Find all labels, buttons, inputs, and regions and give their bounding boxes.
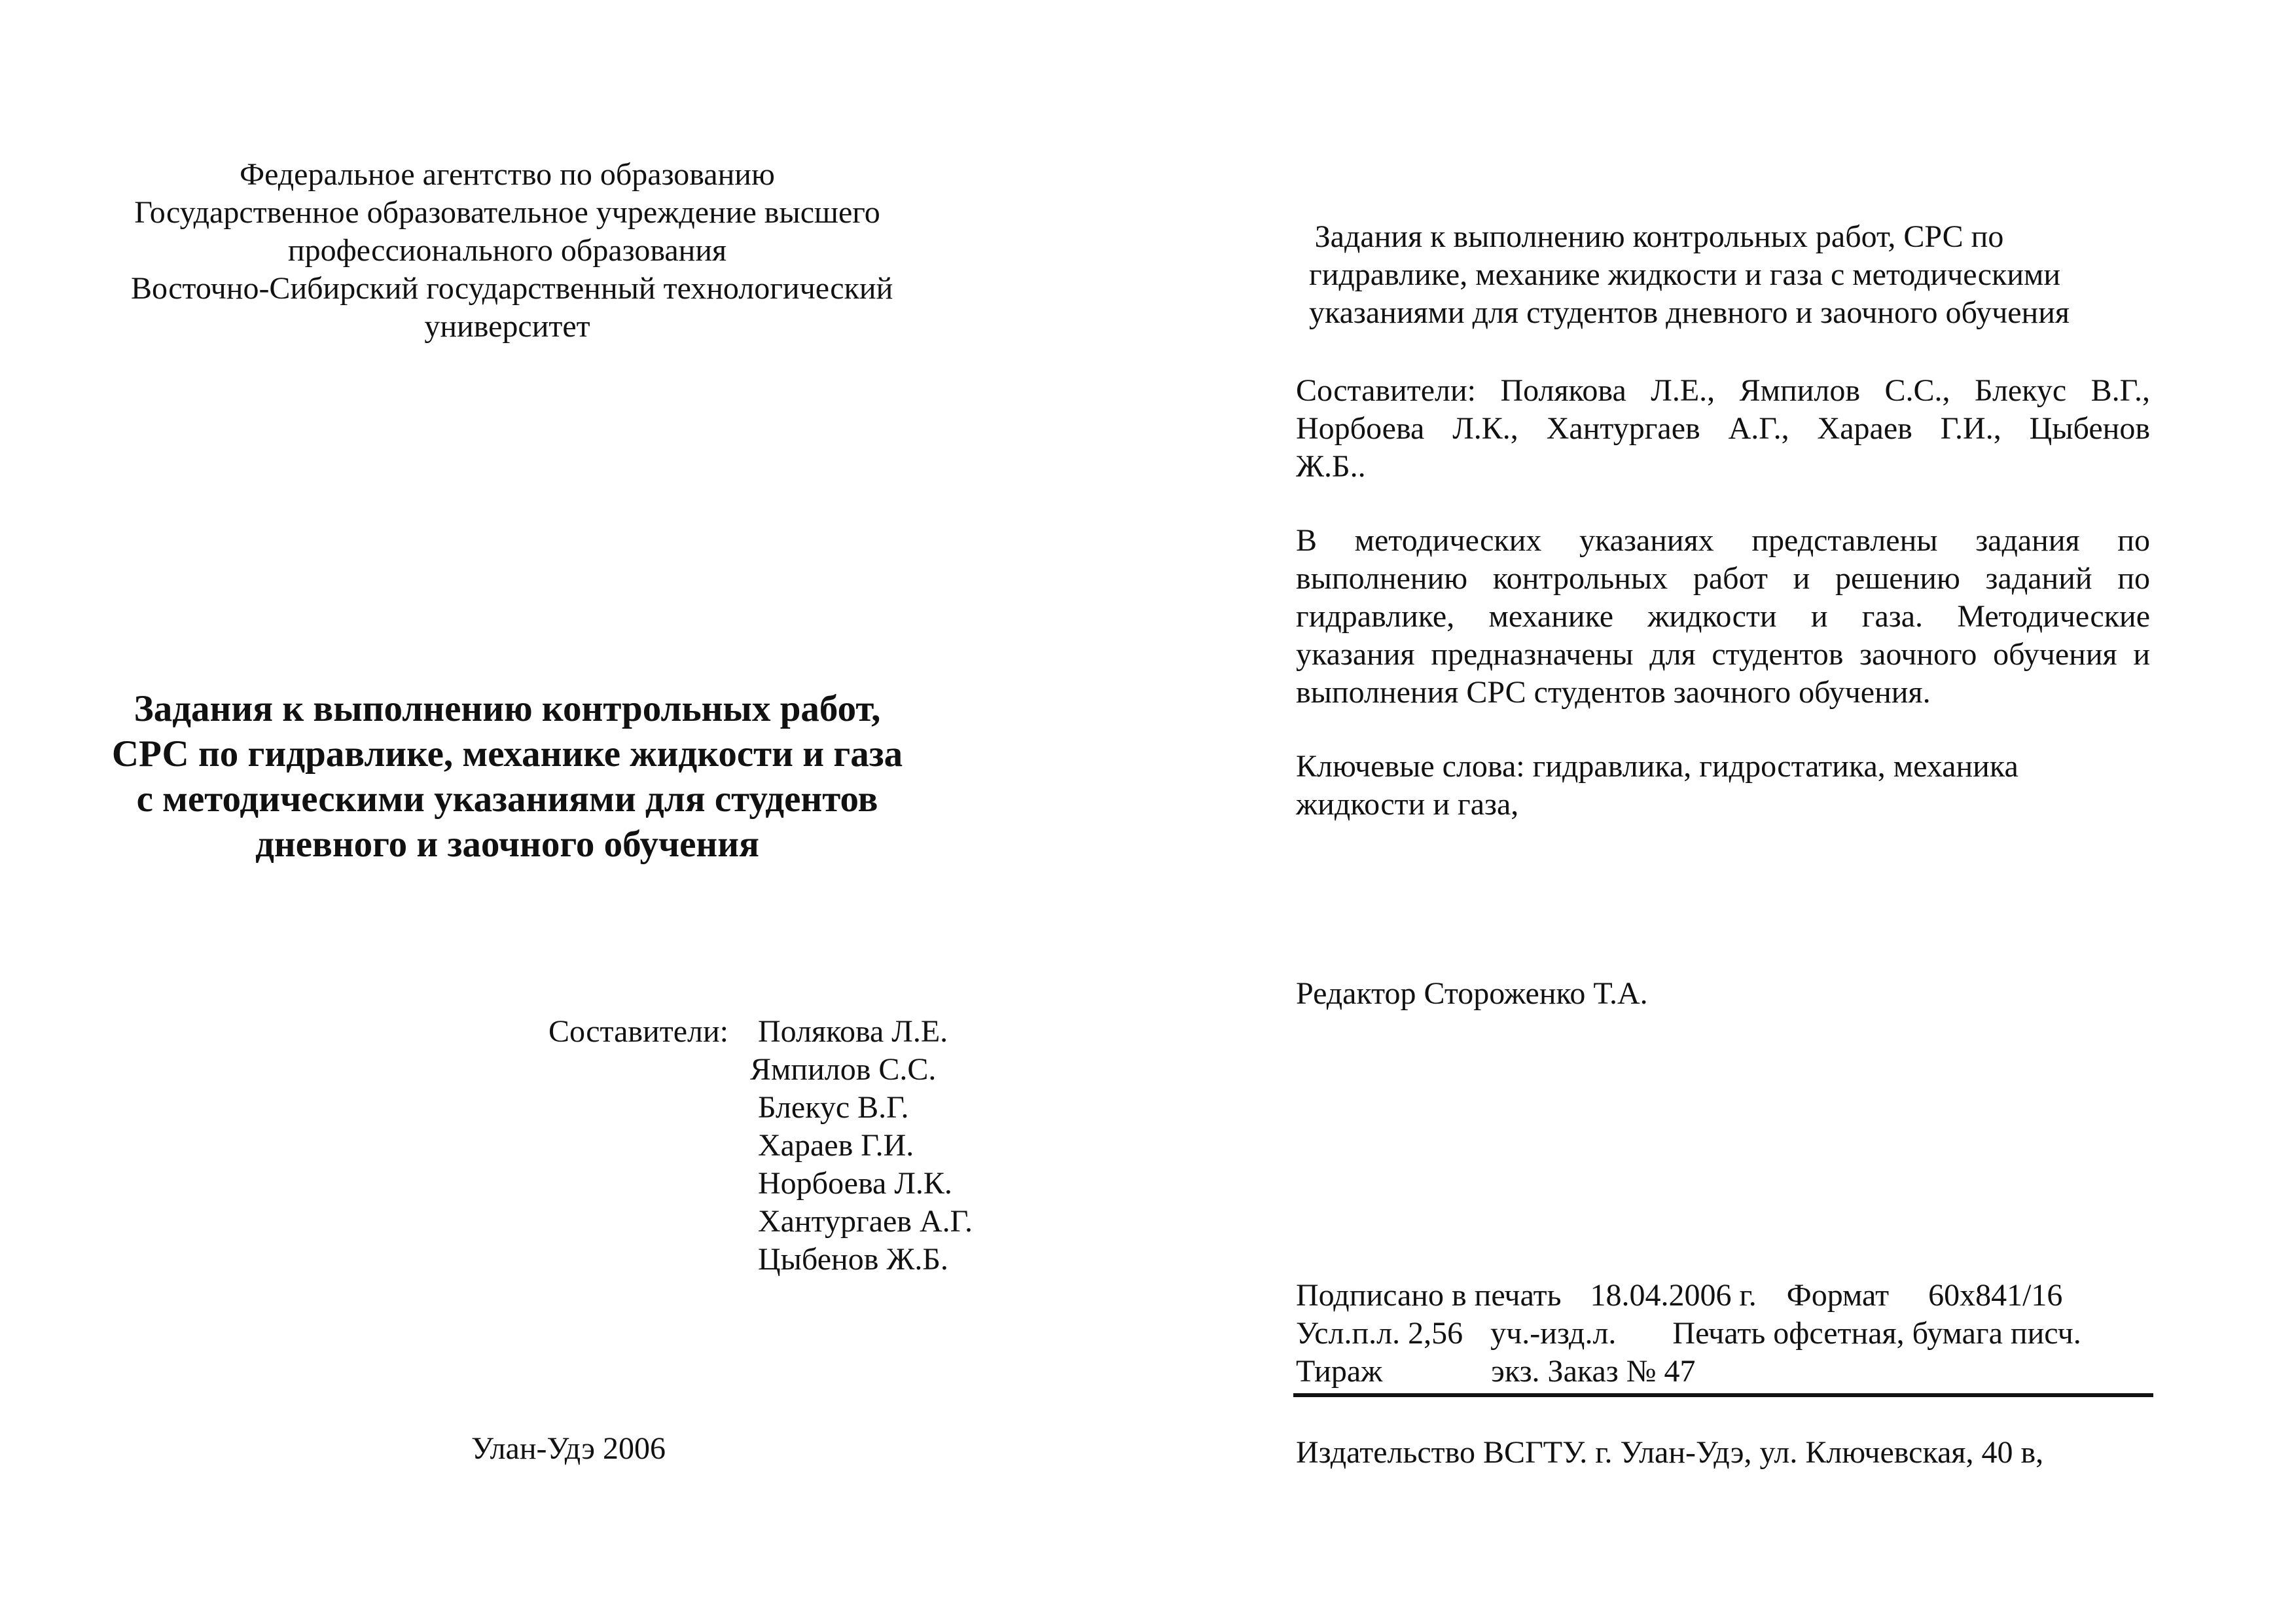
ministry-line: Государственное образовательное учреждение высшего [134,195,880,230]
compilers-label: Составители: [548,1014,728,1049]
imprint-line-signed [1296,1277,2081,1315]
keywords-line: Ключевые слова: гидравлика, гидростатика, механика [1296,749,2018,784]
compiler-name: Блекус В.Г. [758,1090,909,1125]
ministry-header [131,156,893,346]
abstract-line: гидравлике, механике жидкости и газа. Методические [1296,599,2150,634]
imprint-title [1309,218,2070,332]
print-type: Печать офсетная, бумага писч. [1672,1316,2081,1351]
compiler-name: Норбоева Л.К. [758,1166,952,1201]
imprint-title-line: гидравлике, механике жидкости и газа с методическими [1309,257,2061,292]
abstract-line: В методических указаниях представлены задания по [1296,523,2150,558]
signed-date: 18.04.2006 г. [1590,1278,1757,1313]
imprint-title-line: Задания к выполнению контрольных работ, СРС по [1314,219,2004,254]
city-year: Улан-Удэ 2006 [471,1431,666,1466]
ministry-line: университет [424,309,590,344]
keywords-paragraph [1296,748,2150,824]
ministry-line: Федеральное агентство по образованию [240,157,775,192]
compilers-list [750,1013,973,1279]
abstract-line: выполнению контрольных работ и решению заданий по [1296,561,2150,596]
format-label: Формат [1786,1278,1890,1313]
compiler-name: Хараев Г.И. [758,1128,914,1163]
keywords-line: жидкости и газа, [1296,787,1519,822]
title-line: СРС по гидравлике, механике жидкости и газа [111,733,903,775]
imprint-divider [1293,1393,2153,1397]
ministry-line: профессионального образования [287,233,727,268]
title-line: Задания к выполнению контрольных работ, [134,688,881,729]
title-line: с методическими указаниями для студентов [136,778,878,820]
circulation-label: Тираж [1296,1354,1383,1389]
abstract-paragraph [1296,522,2150,712]
compiler-name: Цыбенов Ж.Б. [758,1242,948,1277]
authors-line: Составители: Полякова Л.Е., Ямпилов С.С., Блекус В.Г., [1296,373,2150,408]
imprint-line-circulation [1296,1353,2081,1391]
pub-sheets-label: уч.-изд.л. [1490,1316,1617,1351]
compiler-name: Полякова Л.Е. [758,1014,948,1049]
authors-line: Норбоева Л.К., Хантургаев А.Г., Хараев Г.И., Цыбенов [1296,411,2150,446]
authors-line: Ж.Б.. [1296,449,1366,484]
copies-label: экз. Заказ № 47 [1491,1354,1696,1389]
publisher-address: Издательство ВСГТУ. г. Улан-Удэ, ул. Ключевская, 40 в, [1296,1435,2044,1470]
sheets-label: Усл.п.л. 2,56 [1296,1316,1463,1351]
imprint-title-line: указаниями для студентов дневного и заочного обучения [1309,295,2070,330]
format-value: 60х841/16 [1928,1278,2063,1313]
print-imprint [1296,1277,2081,1391]
signed-label: Подписано в печать [1296,1278,1562,1313]
compiler-name: Ямпилов С.С. [750,1052,937,1087]
authors-paragraph [1296,372,2150,486]
ministry-line: Восточно-Сибирский государственный технологический [131,271,893,306]
document-title [105,686,910,867]
abstract-line: указания предназначены для студентов заочного обучения и [1296,637,2150,672]
compiler-name: Хантургаев А.Г. [758,1204,973,1239]
imprint-page [1148,0,2296,1623]
editor-credit: Редактор Стороженко Т.А. [1296,976,1648,1011]
title-line: дневного и заочного обучения [255,824,759,865]
imprint-line-sheets [1296,1315,2081,1353]
abstract-line: выполнения СРС студентов заочного обучения. [1296,675,1931,710]
